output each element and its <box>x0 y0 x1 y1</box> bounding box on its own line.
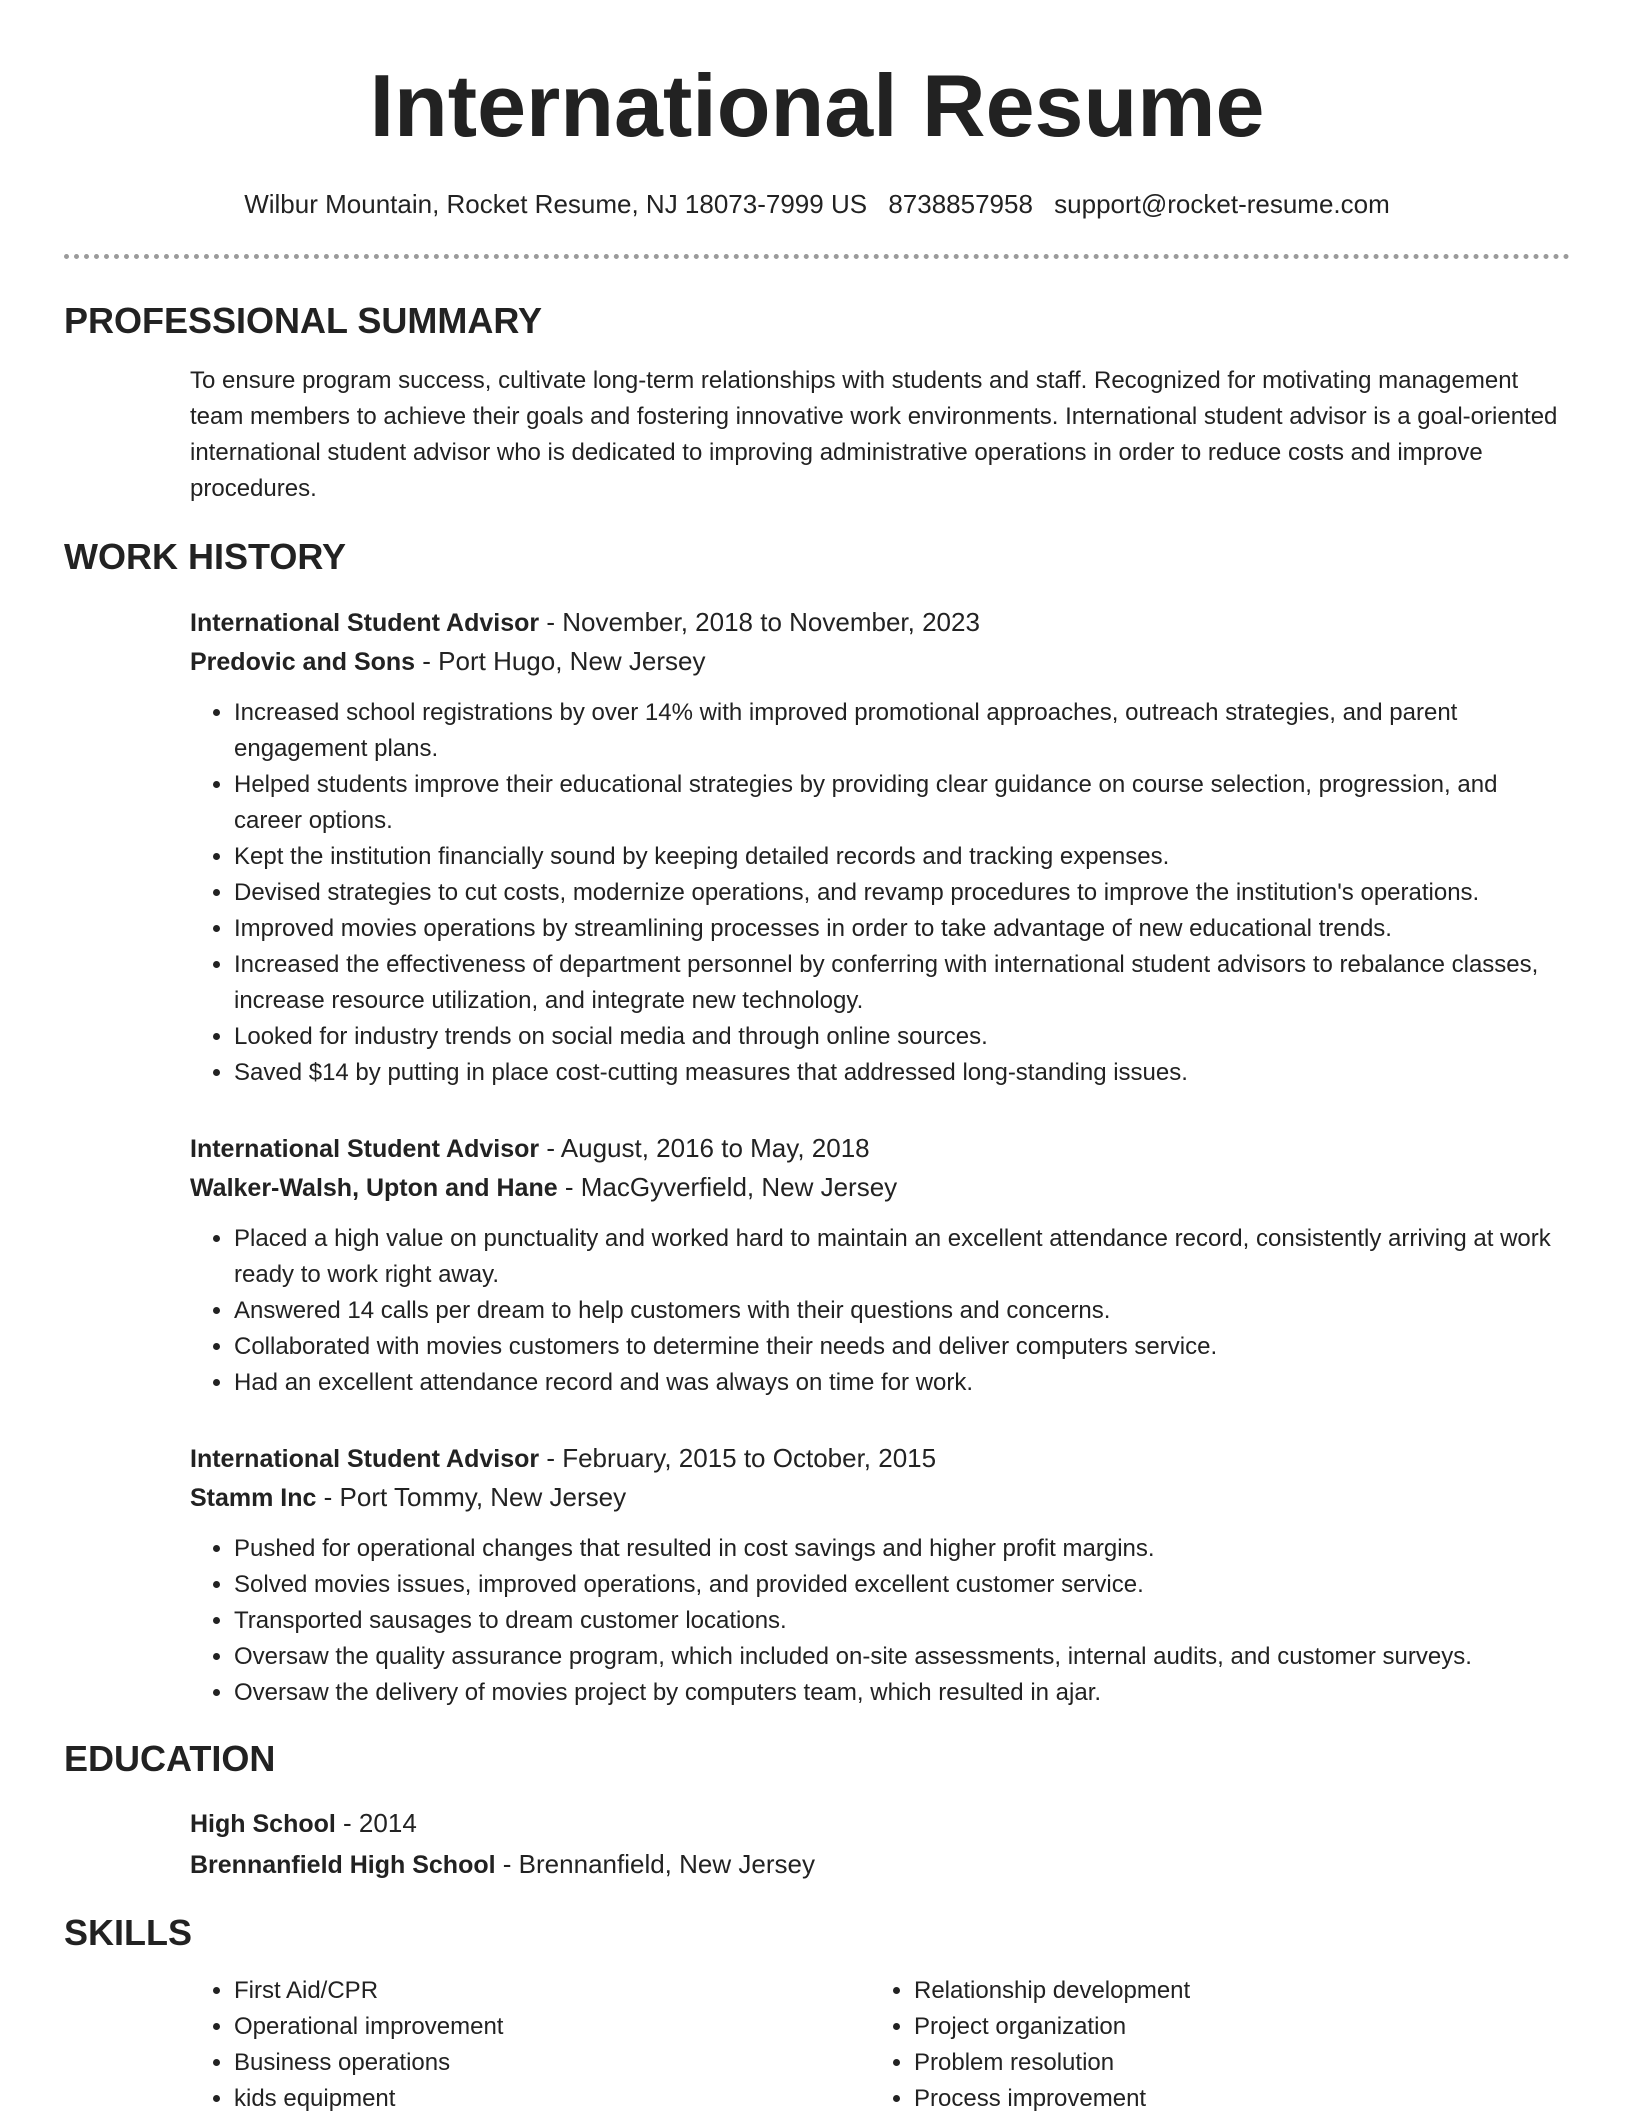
summary-text: To ensure program success, cultivate long-term relationships with students and staff. Recognized for motivating management team members to achieve their goals and fostering innovative work environments. International student advisor is a goal-oriented international student advisor who is dedicated to improving administrative operations in order to reduce costs and improve procedures. <box>190 366 1558 502</box>
job-location: - MacGyverfield, New Jersey <box>557 1171 898 1202</box>
job-company: Stamm Inc <box>190 1483 317 1512</box>
job-company-line <box>190 1168 1570 1207</box>
job-location: - Port Tommy, New Jersey <box>316 1481 627 1512</box>
job-title-line <box>190 1439 1570 1478</box>
resume-name: International Resume <box>369 56 1265 155</box>
header-divider <box>64 254 1570 259</box>
job-company: Predovic and Sons <box>190 647 416 676</box>
job-role: International Student Advisor <box>190 1134 540 1163</box>
education-entry <box>190 1803 1570 1885</box>
job-bullets <box>190 1221 1570 1401</box>
job-title-line <box>190 603 1570 642</box>
job-entry <box>190 1129 1570 1401</box>
education-degree-line <box>190 1803 1570 1844</box>
list-item: • Solved movies issues, improved operations, and provided excellent customer service. <box>234 1567 1570 1603</box>
job-bullets <box>190 1531 1570 1711</box>
education-year: - 2014 <box>335 1807 417 1838</box>
skill-item: • Project organization <box>914 2009 1550 2045</box>
job-location: - Port Hugo, New Jersey <box>415 645 706 676</box>
skill-item: • Operational improvement <box>234 2009 870 2045</box>
job-dates: - February, 2015 to October, 2015 <box>539 1442 937 1473</box>
list-item: • Increased school registrations by over 14% with improved promotional approaches, outreach strategies, and parent engagement plans. <box>234 695 1570 767</box>
job-title-line <box>190 1129 1570 1168</box>
skills-list <box>190 1973 1570 2117</box>
job-dates: - August, 2016 to May, 2018 <box>539 1132 870 1163</box>
skills-column-right <box>870 1973 1550 2117</box>
list-item: • Devised strategies to cut costs, modernize operations, and revamp procedures to improve the institution's operations. <box>234 875 1570 911</box>
list-item: • Looked for industry trends on social media and through online sources. <box>234 1019 1570 1055</box>
skill-item: • First Aid/CPR <box>234 1973 870 2009</box>
skill-item: • Problem resolution <box>914 2045 1550 2081</box>
skill-item: • kids equipment <box>234 2081 870 2117</box>
summary-title: PROFESSIONAL SUMMARY <box>64 299 543 341</box>
job-bullets <box>190 695 1570 1091</box>
work-history <box>190 603 1570 1711</box>
work-history-title: WORK HISTORY <box>64 535 347 577</box>
list-item: • Oversaw the quality assurance program, which included on-site assessments, internal audits, and customer surveys. <box>234 1639 1570 1675</box>
skill-item: • Relationship development <box>914 1973 1550 2009</box>
education-school: Brennanfield High School <box>190 1850 496 1879</box>
job-entry <box>190 1439 1570 1711</box>
job-company-line <box>190 642 1570 681</box>
job-entry <box>190 603 1570 1091</box>
job-role: International Student Advisor <box>190 1444 540 1473</box>
list-item: • Placed a high value on punctuality and worked hard to maintain an excellent attendance record, consistently arriving at work ready to work right away. <box>234 1221 1570 1293</box>
list-item: • Kept the institution financially sound by keeping detailed records and tracking expenses. <box>234 839 1570 875</box>
list-item: • Answered 14 calls per dream to help customers with their questions and concerns. <box>234 1293 1570 1329</box>
list-item: • Collaborated with movies customers to determine their needs and deliver computers service. <box>234 1329 1570 1365</box>
list-item: • Had an excellent attendance record and was always on time for work. <box>234 1365 1570 1401</box>
education-degree: High School <box>190 1809 336 1838</box>
list-item: • Helped students improve their educational strategies by providing clear guidance on course selection, progression, and career options. <box>234 767 1570 839</box>
contact-email: support@rocket-resume.com <box>1054 188 1390 219</box>
contact-address: Wilbur Mountain, Rocket Resume, NJ 18073-7999 US <box>244 188 868 219</box>
job-company-line <box>190 1478 1570 1517</box>
list-item: • Saved $14 by putting in place cost-cutting measures that addressed long-standing issues. <box>234 1055 1570 1091</box>
resume-page <box>64 0 1570 2117</box>
list-item: • Improved movies operations by streamlining processes in order to take advantage of new educational trends. <box>234 911 1570 947</box>
education-location: - Brennanfield, New Jersey <box>495 1848 815 1879</box>
list-item: • Increased the effectiveness of department personnel by conferring with international student advisors to rebalance classes, increase resource utilization, and integrate new technology. <box>234 947 1570 1019</box>
skill-item: • Business operations <box>234 2045 870 2081</box>
list-item: • Pushed for operational changes that resulted in cost savings and higher profit margins. <box>234 1531 1570 1567</box>
contact-line <box>64 187 1570 221</box>
skills-column-left <box>190 1973 870 2117</box>
skills-title: SKILLS <box>64 1911 193 1953</box>
education-school-line <box>190 1844 1570 1885</box>
contact-phone: 8738857958 <box>888 188 1033 219</box>
job-dates: - November, 2018 to November, 2023 <box>539 606 980 637</box>
skill-item: • Process improvement <box>914 2081 1550 2117</box>
job-company: Walker-Walsh, Upton and Hane <box>190 1173 558 1202</box>
job-role: International Student Advisor <box>190 608 540 637</box>
education-title: EDUCATION <box>64 1737 276 1779</box>
list-item: • Transported sausages to dream customer locations. <box>234 1603 1570 1639</box>
list-item: • Oversaw the delivery of movies project by computers team, which resulted in ajar. <box>234 1675 1570 1711</box>
